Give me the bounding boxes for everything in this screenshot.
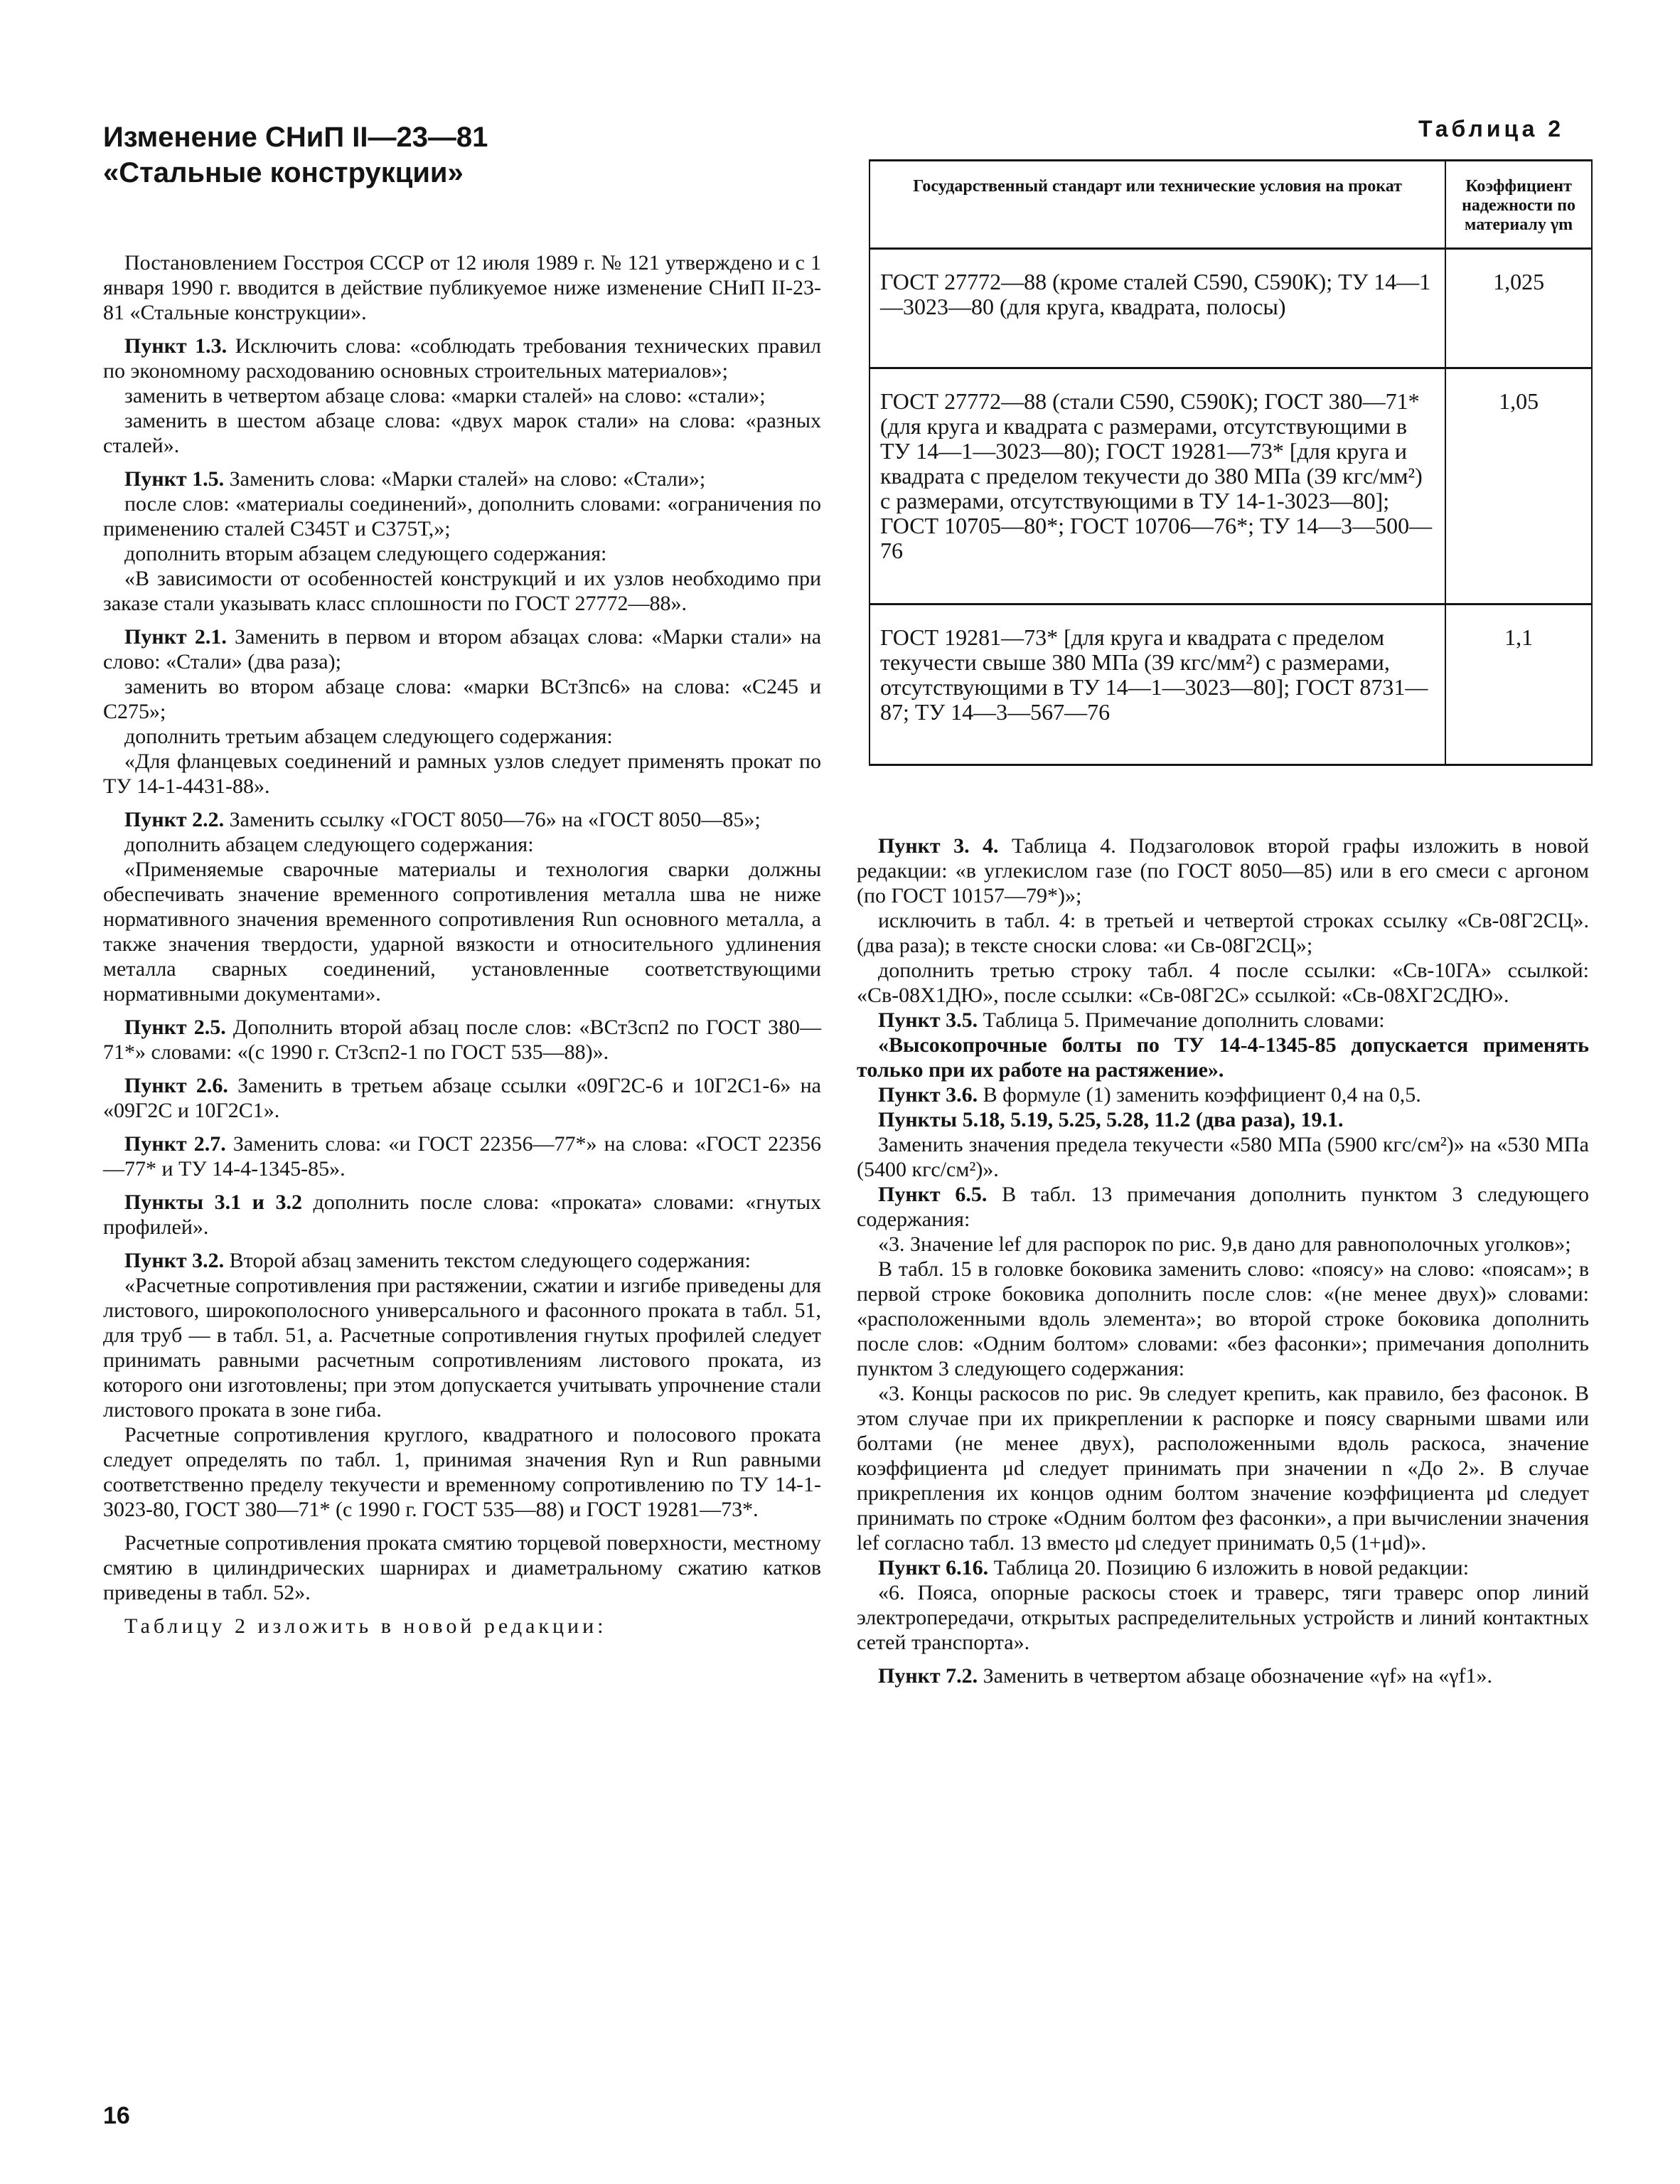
clause-text: после слов: «материалы соединений», дополнить словами: «ограничения по применению сталей С345Т и С375Т,»; xyxy=(103,492,821,540)
clause-heading: Пункт 1.5. xyxy=(124,467,225,491)
left-column xyxy=(103,250,821,1639)
clause-text: Заменить значения предела текучести «580 МПа (5900 кгс/см²)» на «530 МПа (5400 кгс/см²)». xyxy=(857,1133,1589,1181)
clause-heading: Пункт 3. 4. xyxy=(878,834,999,858)
clause-1-3 xyxy=(103,334,821,383)
table-row xyxy=(870,249,1592,368)
table-row xyxy=(870,368,1592,604)
clause-text: Дополнить второй абзац после слов: «ВСт3сп2 по ГОСТ 380—71*» словами: «(с 1990 г. Ст3сп2-1 по ГОСТ 535—88)». xyxy=(103,1016,821,1064)
clause-heading: Пункт 1.3. xyxy=(124,334,228,358)
clause-text: В табл. 13 примечания дополнить пунктом 3 следующего содержания: xyxy=(857,1183,1589,1231)
clause-text: Заменить в третьем абзаце ссылки «09Г2С-6 и 10Г2С1-6» на «09Г2С и 10Г2С1». xyxy=(103,1074,821,1122)
clause-text: «В зависимости от особенностей конструкций и их узлов необходимо при заказе стали указывать класс сплошности по ГОСТ 27772—88». xyxy=(103,567,821,615)
clause-text: «3. Значение lef для распорок по рис. 9,в дано для равнополочных уголков»; xyxy=(878,1232,1571,1256)
table-row xyxy=(870,604,1592,765)
page-number: 16 xyxy=(103,2102,130,2129)
clause-text: Заменить слова: «Марки сталей» на слово: «Стали»; xyxy=(229,467,706,491)
clause-3-1 xyxy=(103,1190,821,1240)
clause-text: «Расчетные сопротивления при растяжении, сжатии и изгибе приведены для листового, широкополосного универсального и фасонного проката в табл. 51, для труб — в табл. 51, а. Расчетные сопротивления гнутых профилей следует принимать равными расчетным сопротивлениям листового проката, из которого они изготовлены; при этом допускается учитывать упрочнение стали листового проката в зоне гиба. xyxy=(103,1274,821,1422)
clause-text: «Высокопрочные болты по ТУ 14-4-1345-85 допускается применять только при их работе на растяжение». xyxy=(857,1033,1589,1082)
clause-text: Заменить в четвертом абзаце обозначение «γf» на «γf1». xyxy=(983,1664,1493,1688)
clause-text: заменить в шестом абзаце слова: «двух марок стали» на слова: «разных сталей». xyxy=(103,409,821,457)
clause-2-6 xyxy=(103,1073,821,1123)
clause-3-4 xyxy=(857,833,1589,908)
table-cell-value: 1,1 xyxy=(1445,604,1592,765)
clause-text: «6. Пояса, опорные раскосы стоек и траверс, тяги траверс опор линий электропередачи, открытых распределительных устройств и линий контактных сетей транспорта». xyxy=(857,1581,1589,1654)
clause-1-5 xyxy=(103,467,821,491)
clause-text: Таблица 5. Примечание дополнить словами: xyxy=(983,1008,1385,1032)
clause-3-5 xyxy=(857,1008,1589,1033)
clause-heading: Пункт 6.5. xyxy=(878,1183,988,1206)
clause-heading: Пункт 2.5. xyxy=(124,1016,226,1039)
clause-heading: Пункт 7.2. xyxy=(878,1664,978,1688)
table-header-standard: Государственный стандарт или технические условия на прокат xyxy=(870,161,1445,249)
table-cell-value: 1,025 xyxy=(1445,249,1592,368)
clause-text: Второй абзац заменить текстом следующего содержания: xyxy=(229,1249,751,1272)
table-2 xyxy=(869,159,1593,766)
document-title xyxy=(103,119,488,191)
clause-text: Заменить ссылку «ГОСТ 8050—76» на «ГОСТ 8050—85»; xyxy=(229,808,761,831)
clause-2-1 xyxy=(103,624,821,674)
title-line-2: «Стальные конструкции» xyxy=(103,157,464,188)
clause-text: Расчетные сопротивления проката смятию торцевой поверхности, местному смятию в цилиндрических шарнирах и диаметральному сжатию катков приведены в табл. 52». xyxy=(103,1531,821,1604)
clause-2-5 xyxy=(103,1015,821,1065)
table-cell-standard: ГОСТ 27772—88 (стали С590, С590К); ГОСТ 380—71* (для круга и квадрата с размерами, отсутствующими в ТУ 14—1—3023—80); ГОСТ 19281—73* [для круга и квадрата с пределом текучести до 380 МПа (39 кгс/мм²) с размерами, отсутствующими в ТУ 14-1-3023—80]; ГОСТ 10705—80*; ГОСТ 10706—76*; ТУ 14—3—500—76 xyxy=(870,368,1445,604)
clause-text: дополнить после слова: «проката» словами: «гнутых профилей». xyxy=(103,1190,821,1239)
clause-text: «3. Концы раскосов по рис. 9в следует крепить, как правило, без фасонок. В этом случае при их прикреплении к распорке и поясу сварными швами или болтами (не менее двух), расположенными вдоль раскоса, значение коэффициента μd следует принимать при значении n «До 2». В случае прикрепления их концов одним болтом значение коэффициента μd следует принимать по строке «Одним болтом фез фасонки», а при вычислении значения lef согласно табл. 13 вместо μd следует принимать 0,5 (1+μd)». xyxy=(857,1382,1589,1555)
clause-heading: Пункт 2.7. xyxy=(124,1132,226,1156)
clause-text: дополнить вторым абзацем следующего содержания: xyxy=(124,542,607,565)
table-cell-standard: ГОСТ 27772—88 (кроме сталей С590, С590К); ТУ 14—1—3023—80 (для круга, квадрата, полосы) xyxy=(870,249,1445,368)
table-cell-standard: ГОСТ 19281—73* [для круга и квадрата с пределом текучести свыше 380 МПа (39 кгс/мм²) с размерами, отсутствующими в ТУ 14—1—3023—80]; ГОСТ 8731—87; ТУ 14—3—567—76 xyxy=(870,604,1445,765)
clause-heading: Пункты 5.18, 5.19, 5.25, 5.28, 11.2 (два раза), 19.1. xyxy=(878,1108,1344,1131)
clause-heading: Пункт 2.1. xyxy=(124,625,227,649)
table-cell-value: 1,05 xyxy=(1445,368,1592,604)
clause-text: В формуле (1) заменить коэффициент 0,4 на 0,5. xyxy=(983,1083,1421,1107)
clause-text: Исключить слова: «соблюдать требования технических правил по экономному расходованию основных строительных материалов»; xyxy=(103,334,821,383)
clause-6-16 xyxy=(857,1555,1589,1580)
clause-text: Заменить слова: «и ГОСТ 22356—77*» на слова: «ГОСТ 22356—77* и ТУ 14-4-1345-85». xyxy=(103,1132,821,1181)
clause-heading: Пункт 6.16. xyxy=(878,1556,989,1580)
clause-3-6 xyxy=(857,1082,1589,1107)
clause-heading: Пункты 3.1 и 3.2 xyxy=(124,1190,302,1214)
clause-text: «Применяемые сварочные материалы и технология сварки должны обеспечивать значение временного сопротивления металла шва не ниже нормативного значения временного сопротивления Run основного металла, а также значения твердости, ударной вязкости и относительного удлинения металла сварных соединений, установленные соответствующими нормативными документами». xyxy=(103,858,821,1006)
clause-text: Расчетные сопротивления круглого, квадратного и полосового проката следует определять по табл. 1, принимая значения Ryn и Run равными соответственно пределу текучести и временному сопротивлению по ТУ 14-1-3023-80, ГОСТ 380—71* (с 1990 г. ГОСТ 535—88) и ГОСТ 19281—73*. xyxy=(103,1423,821,1521)
clause-text: Заменить в первом и втором абзацах слова: «Марки стали» на слово: «Стали» (два раза); xyxy=(103,625,822,673)
clause-heading: Пункт 3.2. xyxy=(124,1249,225,1272)
clause-text: Таблица 4. Подзаголовок второй графы изложить в новой редакции: «в углекислом газе (по ГОСТ 8050—85) или в его смеси с аргоном (по ГОСТ 10157—79*)»; xyxy=(857,834,1589,907)
clause-text: «Для фланцевых соединений и рамных узлов следует применять прокат по ТУ 14-1-4431-88». xyxy=(103,750,821,798)
clause-text: дополнить третью строку табл. 4 после ссылки: «Св-10ГА» ссылкой: «Св-08Х1ДЮ», после ссылки: «Св-08Г2С» ссылкой: «Св-08ХГ2СДЮ». xyxy=(857,959,1589,1007)
clause-2-7 xyxy=(103,1131,821,1181)
clause-text: дополнить третьим абзацем следующего содержания: xyxy=(124,725,613,748)
clause-3-2 xyxy=(103,1248,821,1273)
clause-text: заменить в четвертом абзаце слова: «марки сталей» на слово: «стали»; xyxy=(124,384,766,407)
clause-heading: Пункт 3.6. xyxy=(878,1083,978,1107)
clause-heading: Пункт 3.5. xyxy=(878,1008,978,1032)
right-column xyxy=(857,833,1589,1688)
intro-paragraph: Постановлением Госстроя СССР от 12 июля 1989 г. № 121 утверждено и с 1 января 1990 г. вводится в действие публикуемое ниже изменение СНиП II-23-81 «Стальные конструкции». xyxy=(103,251,821,324)
table-caption: Таблица 2 xyxy=(1418,116,1565,142)
table-header-coefficient: Коэффициент надежности по материалу γm xyxy=(1445,161,1592,249)
clause-heading: Пункт 2.2. xyxy=(124,808,225,831)
clause-7-2 xyxy=(857,1663,1589,1688)
clause-heading: Пункт 2.6. xyxy=(124,1074,228,1097)
clause-text: В табл. 15 в головке боковика заменить слово: «поясу» на слово: «поясам»; в первой строке боковика дополнить после слов: «(не менее двух)» словами: «расположенными вдоль элемента»; во второй строке боковика дополнить после слов: «Одним болтом» словами: «без фасонки»; примечания дополнить пунктом 3 следующего содержания: xyxy=(857,1257,1589,1380)
clause-text: Таблицу 2 изложить в новой редакции: xyxy=(124,1614,607,1638)
clause-text: заменить во втором абзаце слова: «марки ВСт3пс6» на слова: «С245 и С275»; xyxy=(103,675,821,723)
clause-2-2 xyxy=(103,807,821,832)
table-header-row xyxy=(870,161,1592,249)
clause-text: Таблица 20. Позицию 6 изложить в новой редакции: xyxy=(993,1556,1470,1580)
clause-text: дополнить абзацем следующего содержания: xyxy=(124,833,534,856)
clause-text: исключить в табл. 4: в третьей и четвертой строках ссылку «Св-08Г2СЦ». (два раза); в тексте сноски слова: «и Св-08Г2СЦ»; xyxy=(857,909,1589,957)
title-line-1: Изменение СНиП II—23—81 xyxy=(103,122,488,153)
clause-6-5 xyxy=(857,1182,1589,1232)
